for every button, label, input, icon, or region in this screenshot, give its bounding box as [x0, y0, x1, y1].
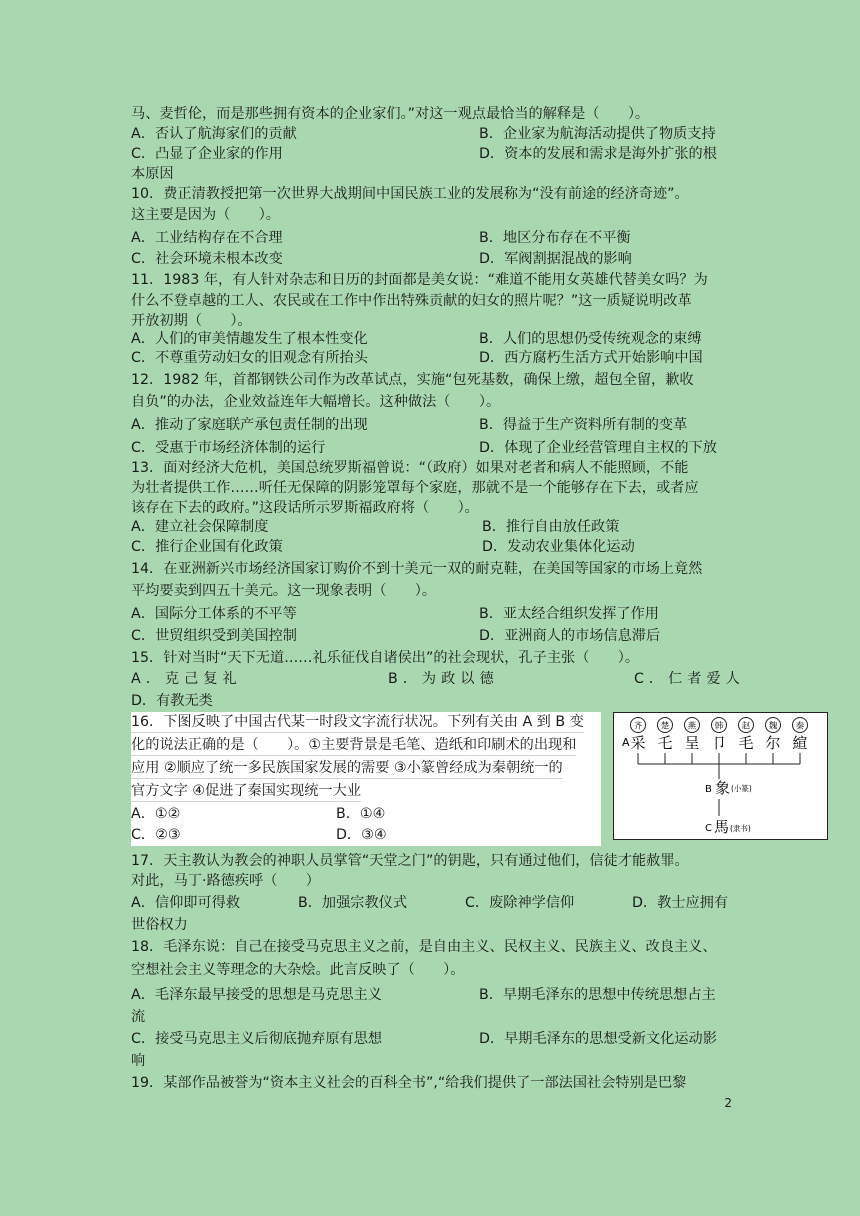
q12-stem-2: 自负”的办法，企业效益连年大幅增长。这种做法（ ）。: [131, 394, 501, 410]
q17-stem: 17．天主教认为教会的神职人员掌管“天堂之门”的钥匙，只有通过他们，信徒才能赦罪。: [131, 853, 689, 869]
q18-option-b-cont: 流: [131, 1009, 146, 1025]
label-c-note: (隶书): [730, 824, 751, 833]
q11-stem: 11．1983 年，有人针对杂志和日历的封面都是美女说：“难道不能用女英雄代替美女吗？为: [131, 272, 708, 288]
q16-option-c: C．②③: [131, 827, 181, 843]
q16-option-a: A．①②: [131, 806, 181, 822]
state-glyph: 乇: [657, 734, 673, 752]
q11-option-b: B．人们的思想仍受传统观念的束缚: [479, 331, 702, 347]
q17-option-d: D．教士应拥有: [632, 895, 729, 911]
q11-option-d: D．西方腐朽生活方式开始影响中国: [479, 350, 703, 366]
q12-option-a: A．推动了家庭联产承包责任制的出现: [131, 417, 368, 433]
q14-option-b: B．亚太经合组织发挥了作用: [479, 606, 659, 622]
q11-stem-3: 开放初期（ ）。: [131, 313, 252, 329]
figure-diagram: [614, 713, 827, 839]
q14-stem: 14．在亚洲新兴市场经济国家订购价不到十美元一双的耐克鞋，在美国等国家的市场上竟然: [131, 561, 703, 577]
q16-stem: 16．下图反映了中国古代某一时段文字流行状况。下列有关由 A 到 B 变: [131, 712, 584, 733]
label-b: B: [705, 784, 712, 795]
q9-option-c: C．凸显了企业家的作用: [131, 146, 283, 162]
q11-stem-2: 什么不登卓越的工人、农民或在工作中作出特殊贡献的妇女的照片呢？”这一质疑说明改革: [131, 293, 692, 309]
q10-stem: 10．费正清教授把第一次世界大战期间中国民族工业的发展称为“没有前途的经济奇迹”。: [131, 186, 689, 202]
q17-stem-2: 对此，马丁·路德疾呼（ ）: [131, 873, 320, 889]
state-glyph: 尔: [765, 734, 781, 752]
q15-option-d: D．有教无类: [131, 693, 213, 709]
q12-option-d: D．体现了企业经营管理自主权的下放: [479, 440, 717, 456]
q12-option-b: B．得益于生产资料所有制的变革: [479, 417, 688, 433]
q16-option-d: D．③④: [336, 827, 387, 843]
q10-option-d: D．军阀割据混战的影响: [479, 251, 632, 267]
state-label: 燕: [687, 721, 697, 732]
q9-stem-tail: 马、麦哲伦，而是那些拥有资本的企业家们。”对这一观点最恰当的解释是（ ）。: [131, 106, 650, 122]
q18-stem: 18．毛泽东说：自己在接受马克思主义之前，是自由主义、民权主义、民族主义、改良主义、: [131, 939, 717, 955]
q10-option-c: C．社会环境未根本改变: [131, 251, 283, 267]
q12-option-c: C．受惠于市场经济体制的运行: [131, 440, 326, 456]
label-c: C: [705, 823, 712, 834]
state-glyph: 縇: [792, 734, 808, 752]
q15-option-b: B．为政以德: [388, 671, 499, 687]
page-number: 2: [724, 1096, 732, 1110]
q13-option-d: D．发动农业集体化运动: [482, 539, 635, 555]
q18-option-d: D．早期毛泽东的思想受新文化运动影: [479, 1031, 717, 1047]
q13-option-a: A．建立社会保障制度: [131, 519, 269, 535]
q15-stem: 15．针对当时“天下无道……礼乐征伐自诸侯出”的社会现状，孔子主张（ ）。: [131, 650, 640, 666]
q15-option-c: C．仁者爱人: [634, 671, 745, 687]
q18-stem-2: 空想社会主义等理念的大杂烩。此言反映了（ ）。: [131, 962, 465, 978]
q18-option-b: B．早期毛泽东的思想中传统思想占主: [479, 987, 716, 1003]
q14-option-a: A．国际分工体系的不平等: [131, 606, 297, 622]
q15-option-a: A．克己复礼: [131, 671, 242, 687]
q17-option-d-cont: 世俗权力: [131, 917, 188, 933]
state-label: 秦: [795, 721, 805, 732]
q16-block: [131, 712, 601, 846]
q13-stem-2: 为壮者提供工作……听任无保障的阴影笼罩每个家庭，那就不是一个能够存在下去，或者应: [131, 480, 699, 496]
q13-stem-3: 该存在下去的政府。”这段话所示罗斯福政府将（ ）。: [131, 500, 479, 516]
q16-stem-4: 官方文字 ④促进了秦国实现统一大业: [131, 781, 361, 802]
q9-option-d: D．资本的发展和需求是海外扩张的根: [479, 146, 717, 162]
script-evolution-figure: [613, 712, 828, 840]
state-label: 韩: [714, 721, 724, 732]
q10-stem-2: 这主要是因为（ ）。: [131, 207, 280, 223]
q16-option-b: B．①④: [336, 806, 386, 822]
q12-stem: 12．1982 年，首都钢铁公司作为改革试点，实施“包死基数，确保上缴，超包全留，歉收: [131, 372, 694, 388]
state-label: 魏: [768, 721, 778, 732]
q9-option-a: A．否认了航海家们的贡献: [131, 126, 297, 142]
q14-stem-2: 平均要卖到四五十美元。这一现象表明（ ）。: [131, 583, 437, 599]
q17-option-c: C．废除神学信仰: [465, 895, 575, 911]
q17-option-b: B．加强宗教仪式: [298, 895, 408, 911]
state-label: 赵: [741, 721, 751, 732]
q13-option-c: C．推行企业国有化政策: [131, 539, 283, 555]
q9-option-d-cont: 本原因: [131, 166, 174, 182]
q18-option-d-cont: 响: [131, 1053, 146, 1069]
q11-option-a: A．人们的审美情趣发生了根本性变化: [131, 331, 368, 347]
q14-option-c: C．世贸组织受到美国控制: [131, 628, 297, 644]
q18-option-a: A．毛泽东最早接受的思想是马克思主义: [131, 987, 382, 1003]
state-glyph: 卩: [711, 734, 727, 752]
q18-option-c: C．接受马克思主义后彻底抛弃原有思想: [131, 1031, 383, 1047]
q14-option-d: D．亚洲商人的市场信息滞后: [479, 628, 661, 644]
q10-option-a: A．工业结构存在不合理: [131, 230, 283, 246]
q19-stem: 19．某部作品被誉为“资本主义社会的百科全书”,“给我们提供了一部法国社会特别是巴黎: [131, 1075, 687, 1091]
state-label: 齐: [633, 721, 643, 732]
q13-option-b: B．推行自由放任政策: [482, 519, 620, 535]
glyph-b: 象: [715, 779, 731, 797]
state-glyph: 呈: [684, 734, 700, 752]
q17-option-a: A．信仰即可得救: [131, 895, 241, 911]
state-glyph: 毛: [738, 734, 754, 752]
state-glyph: 采: [630, 734, 646, 752]
q11-option-c: C．不尊重劳动妇女的旧观念有所抬头: [131, 350, 368, 366]
label-b-note: (小篆): [731, 784, 752, 793]
q13-stem: 13．面对经济大危机，美国总统罗斯福曾说：“（政府）如果对老者和病人不能照顾，不能: [131, 460, 689, 476]
q16-stem-3: 应用 ②顺应了统一多民族国家发展的需要 ③小篆曾经成为秦朝统一的: [131, 758, 563, 779]
q10-option-b: B．地区分布存在不平衡: [479, 230, 631, 246]
label-a: A: [622, 736, 630, 749]
state-label: 楚: [660, 721, 670, 732]
glyph-c: 馬: [714, 818, 730, 836]
q9-option-b: B．企业家为航海活动提供了物质支持: [479, 126, 716, 142]
q16-stem-2: 化的说法正确的是（ ）。①主要背景是毛笔、造纸和印刷术的出现和: [131, 735, 576, 756]
